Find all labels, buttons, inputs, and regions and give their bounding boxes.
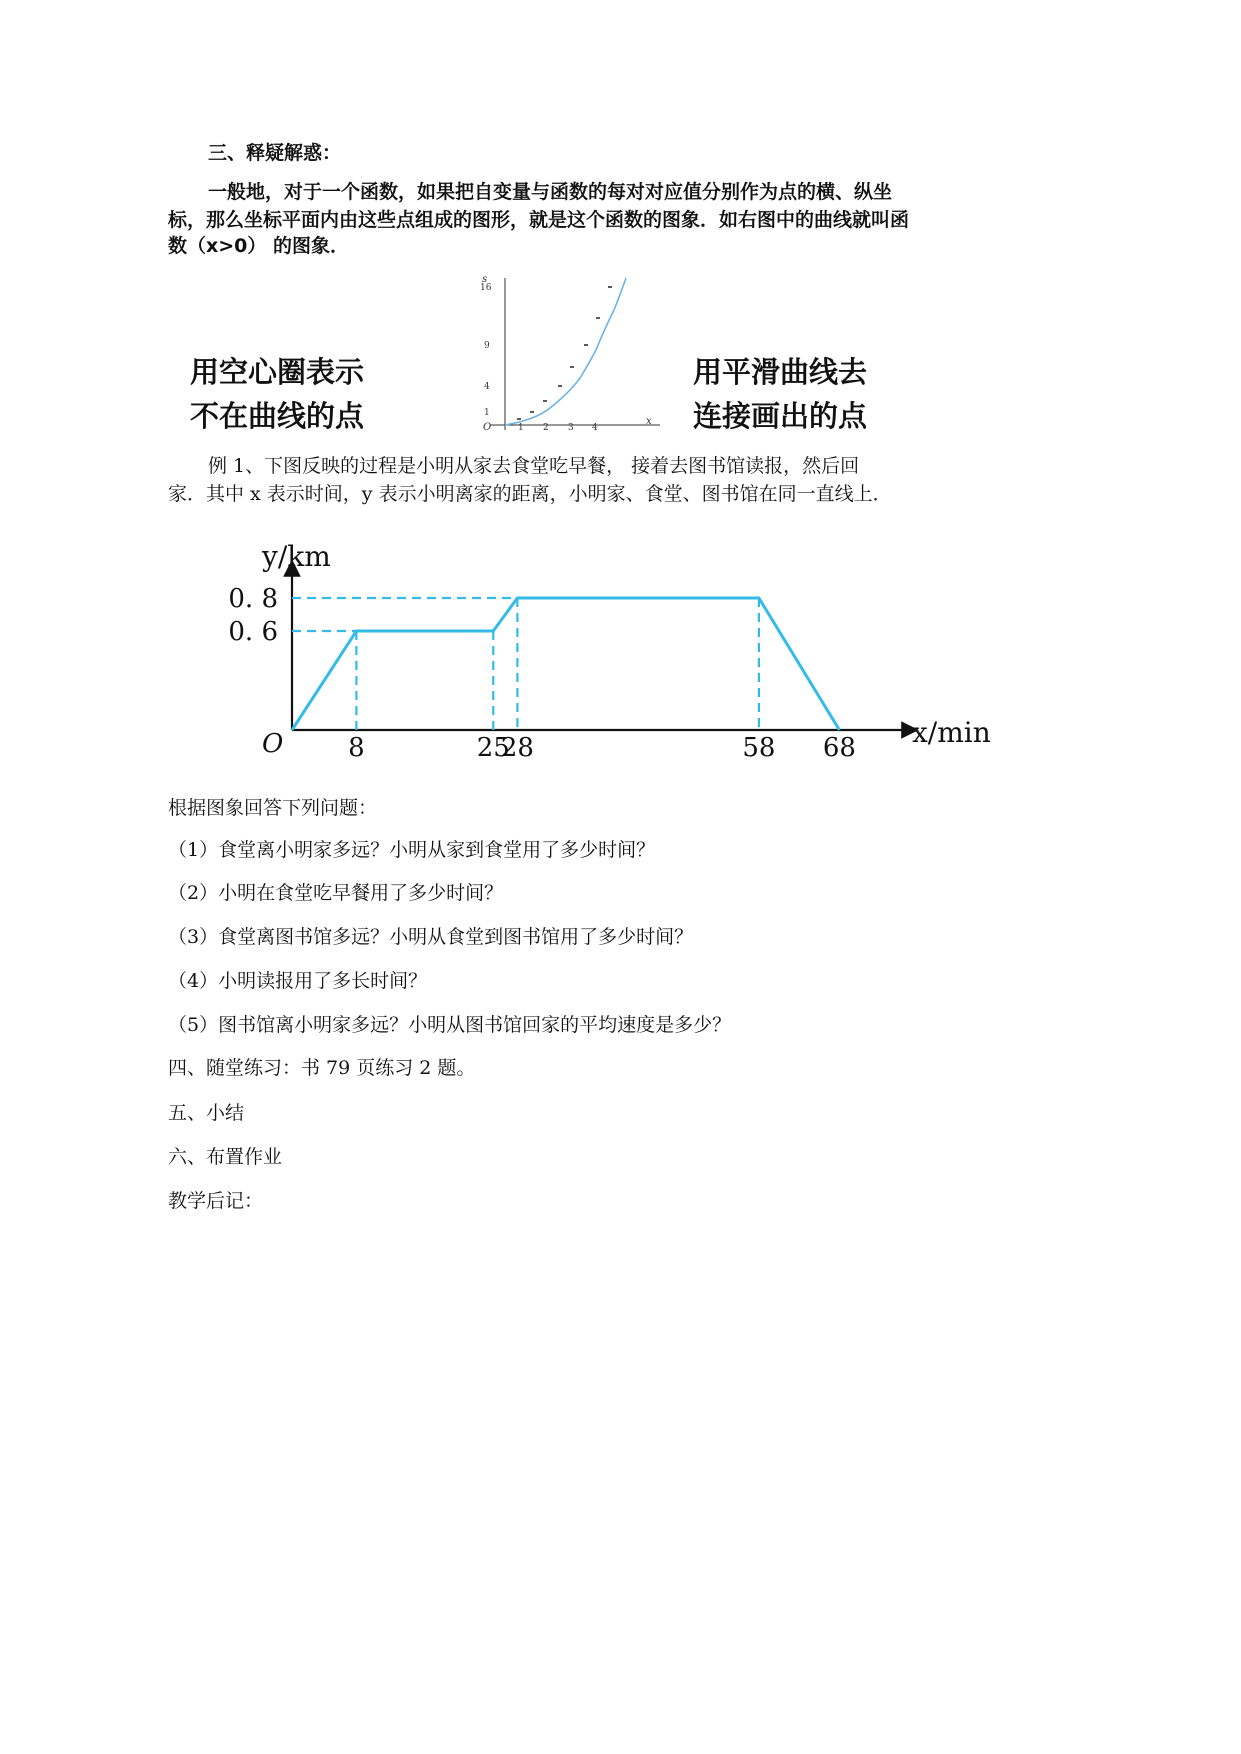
section-heading-6: 六、布置作业 — [168, 1146, 283, 1168]
chart-x-axis-label: x/min — [912, 716, 991, 749]
y-tick-label: 0. 8 — [228, 584, 278, 614]
definition-line-1: 一般地，对于一个函数，如果把自变量与函数的每对对应值分别作为点的横、纵坐 — [208, 181, 893, 203]
figure1-function-graph — [470, 270, 670, 432]
section-heading-4: 四、随堂练习：书 79 页练习 2 题。 — [168, 1057, 476, 1079]
chart-y-axis-label: y/km — [262, 540, 331, 573]
figure1-xtick-3: 3 — [568, 423, 574, 432]
example1-line-2: 家．其中 x 表示时间，y 表示小明离家的距离，小明家、食堂、图书馆在同一直线上． — [168, 483, 892, 505]
figure1-ytick-9: 9 — [484, 341, 490, 351]
figure1-right-caption — [693, 350, 867, 438]
question-4: （4）小明读报用了多长时间？ — [168, 970, 428, 992]
figure1-ytick-4: 4 — [484, 382, 490, 392]
x-tick-label: 28 — [500, 733, 534, 763]
distance-time-chart — [220, 530, 1010, 775]
x-tick-label: 25 — [476, 733, 510, 763]
definition-line-3: 数（x>0） 的图象． — [168, 235, 350, 257]
figure1-ytick-16: 16 — [480, 283, 492, 293]
figure1-xtick-4: 4 — [592, 423, 598, 432]
question-5: （5）图书馆离小明家多远？小明从图书馆回家的平均速度是多少？ — [168, 1014, 732, 1036]
figure1-xtick-1: 1 — [518, 423, 524, 432]
questions-intro: 根据图象回答下列问题： — [168, 797, 378, 819]
figure1-ytick-1: 1 — [484, 408, 490, 418]
y-tick-label: 0. 6 — [228, 617, 278, 647]
question-1: （1）食堂离小明家多远？小明从家到食堂用了多少时间？ — [168, 839, 656, 861]
distance-series-line — [292, 598, 839, 730]
question-2: （2）小明在食堂吃早餐用了多少时间？ — [168, 882, 504, 904]
teaching-afterword: 教学后记： — [168, 1190, 264, 1212]
chart-origin-label: O — [262, 729, 284, 759]
definition-line-2: 标，那么坐标平面内由这些点组成的图形，就是这个函数的图象．如右图中的曲线就叫函 — [168, 209, 910, 231]
figure1-left-caption — [190, 350, 364, 438]
right-caption-line-2: 连接画出的点 — [693, 399, 868, 433]
figure1-x-label: x — [646, 416, 652, 427]
figure1-xtick-2: 2 — [543, 423, 549, 432]
section-heading-3: 三、释疑解惑： — [208, 142, 342, 164]
figure1-origin: O — [483, 422, 492, 432]
x-tick-label: 58 — [742, 733, 776, 763]
figure1-curve — [505, 278, 626, 425]
question-3: （3）食堂离图书馆多远？小明从食堂到图书馆用了多少时间？ — [168, 926, 694, 948]
right-caption-line-1: 用平滑曲线去 — [693, 355, 868, 389]
x-tick-label: 68 — [822, 733, 856, 763]
x-tick-label: 8 — [348, 733, 365, 763]
left-caption-line-1: 用空心圈表示 — [190, 355, 365, 389]
section-heading-5: 五、小结 — [168, 1102, 245, 1124]
left-caption-line-2: 不在曲线的点 — [190, 399, 365, 433]
figure1-y-label: s — [482, 274, 488, 285]
example1-line-1: 例 1、下图反映的过程是小明从家去食堂吃早餐， 接着去图书馆读报，然后回 — [208, 455, 860, 477]
